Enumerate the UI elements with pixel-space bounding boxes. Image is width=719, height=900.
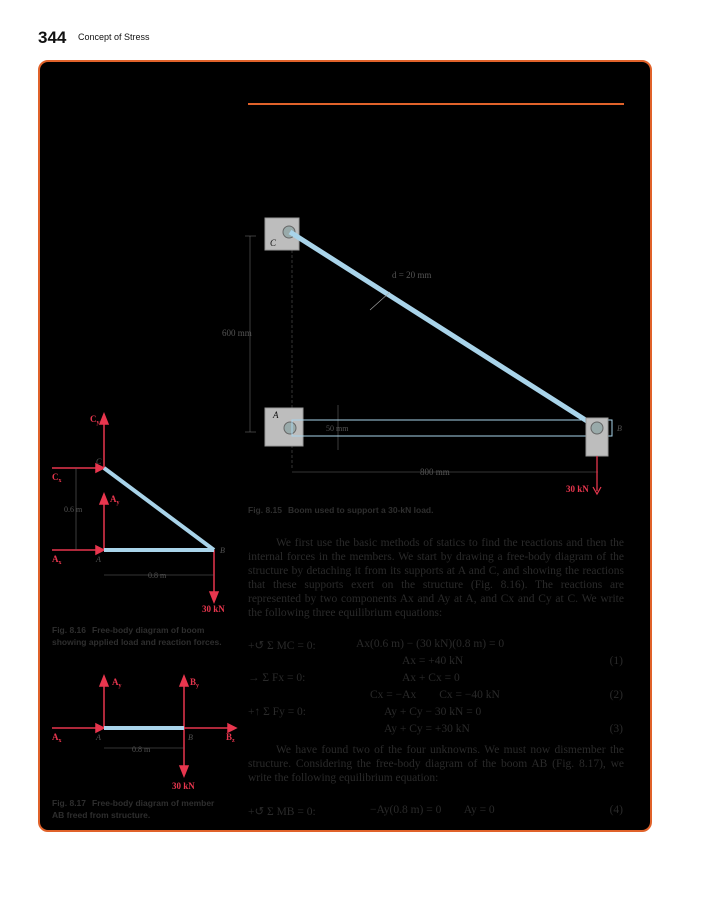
offset-label: 50 mm [326, 424, 349, 433]
eq1-condition: +↺ Σ MC = 0: [248, 640, 316, 652]
eq3-condition: +↑ Σ Fy = 0: [248, 706, 307, 718]
body-paragraph-2 [248, 744, 624, 786]
para-2: We have found two of the four unknowns. We must now dismember the structure. Considering the free-body diagram of the boom AB (Fig. 8.17), we write the following equilibrium equation: [248, 744, 624, 784]
width-label: 0.8 m [148, 571, 167, 580]
body-paragraph-1 [248, 537, 624, 620]
eq2: Ax + Cx = 0 [402, 672, 460, 684]
eq3-result: Ay + Cy = +30 kN [384, 723, 470, 735]
eq2-number: (2) [609, 689, 623, 701]
eq2-result: Cx = −Ax Cx = −40 kN [370, 689, 500, 701]
c-point-label: C [96, 457, 102, 466]
fig-8-17-caption-label: Fig. 8.17 [52, 798, 87, 808]
bz-label: $B_z$ [226, 732, 235, 744]
para-1: We first use the basic methods of statics to find the reactions and then the internal forces in the members. We start by drawing a free-body diagram of the structure by detaching it from its supports at A and C, and showing the reactions that these supports exert on the structure (Fig. 8.16). The reactions are represented by two components Ax and Ay at A, and Cx and Cy at C. We write the following three equilibrium equations: [248, 537, 624, 619]
eq1: Ax(0.6 m) − (30 kN)(0.8 m) = 0 [356, 638, 505, 650]
eq1-result: Ax = +40 kN [402, 655, 464, 667]
eq4: −Ay(0.8 m) = 0 Ay = 0 [370, 804, 495, 816]
b-point-label: B [188, 733, 193, 742]
eq4-number: (4) [609, 804, 623, 816]
by-label: $B_y$ [190, 677, 200, 689]
eq3-number: (3) [609, 723, 623, 735]
eq2-condition: → Σ Fx = 0: [248, 672, 306, 684]
a-point-label: A [96, 555, 101, 564]
load-label: 30 kN [202, 604, 225, 614]
eq1-number: (1) [609, 655, 623, 667]
load-label: 30 kN [172, 781, 195, 791]
label-b: B [617, 424, 622, 433]
eq4-condition: +↺ Σ MB = 0: [248, 806, 316, 818]
a-point-label: A [96, 733, 101, 742]
page-number: 344 [38, 28, 67, 47]
diameter-label: d = 20 mm [392, 270, 432, 280]
ay-label: $A_y$ [110, 494, 120, 506]
ay-label: $A_y$ [112, 677, 122, 689]
width-label: 800 mm [420, 467, 450, 477]
load-label: 30 kN [566, 484, 589, 494]
fig-8-16-caption-label: Fig. 8.16 [52, 625, 87, 635]
label-c: C [270, 238, 277, 248]
width-label: 0.8 m [132, 745, 151, 754]
ax-label: $A_x$ [52, 732, 62, 744]
fig-8-15-caption-text: Boom used to support a 30-kN load. [288, 505, 434, 515]
fig-8-17-caption [52, 797, 222, 821]
fig-8-16-caption-text: Free-body diagram of boom showing applied load and reaction forces. [52, 625, 222, 647]
fig-8-17-caption-text: Free-body diagram of member AB freed from structure. [52, 798, 215, 820]
chapter-title: Concept of Stress [78, 32, 150, 42]
ax-label: $A_x$ [52, 554, 62, 566]
fig-8-15-caption-label: Fig. 8.15 [248, 505, 283, 515]
label-a: A [273, 410, 279, 420]
cy-label: $C_y$ [90, 414, 100, 426]
b-point-label: B [220, 546, 225, 555]
cx-label: $C_x$ [52, 472, 62, 484]
eq3: Ay + Cy − 30 kN = 0 [384, 706, 482, 718]
height-label: 0.6 m [64, 505, 83, 514]
height-label: 600 mm [222, 328, 252, 338]
